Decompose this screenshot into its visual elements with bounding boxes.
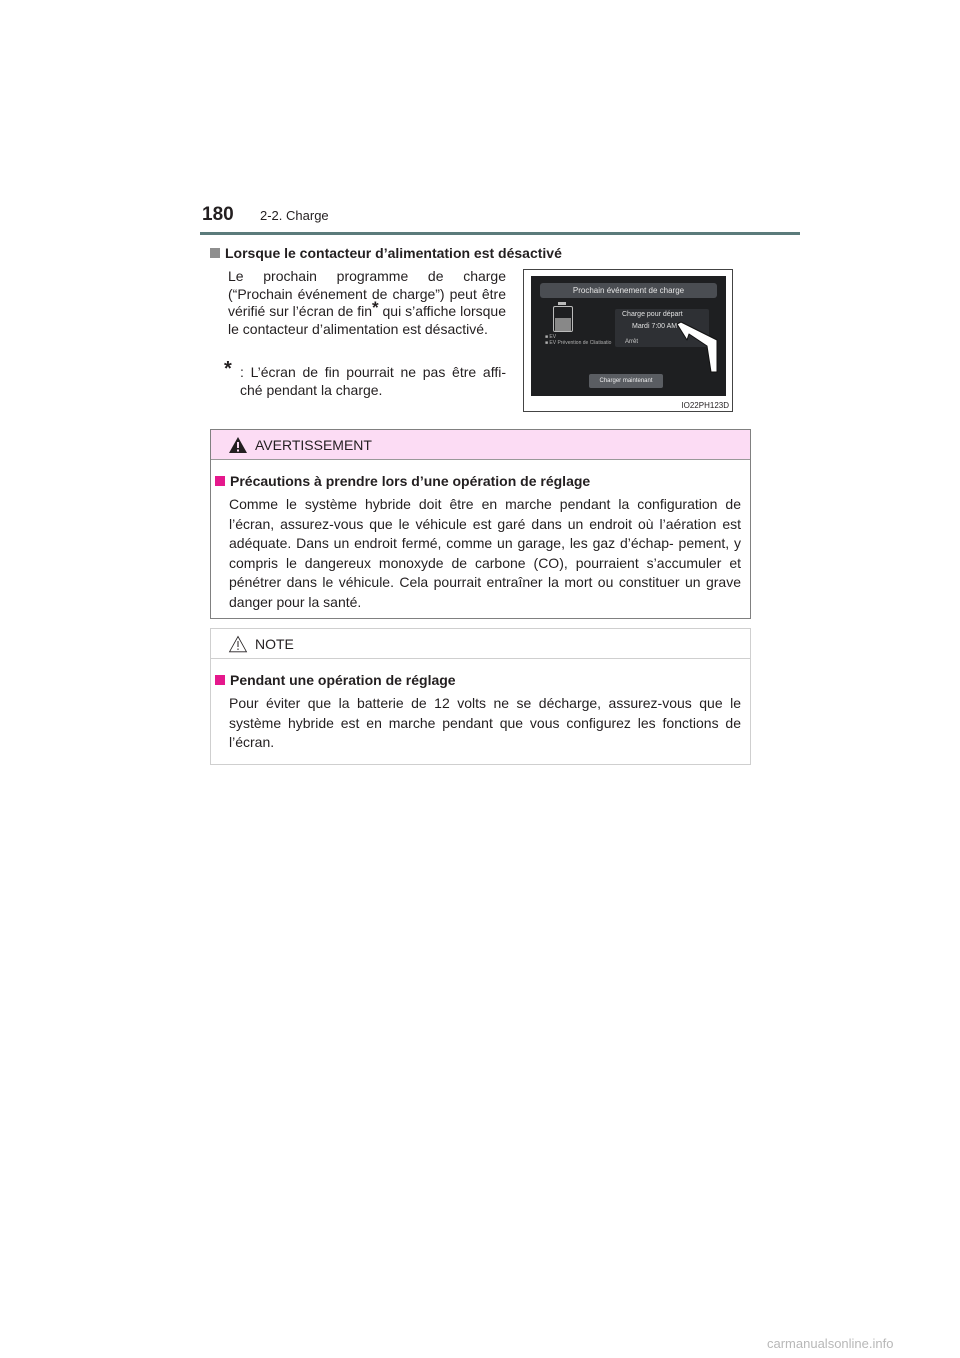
warning-subheading-text: Précautions à prendre lors d’une opération de réglage	[230, 473, 591, 489]
caution-triangle-icon	[228, 635, 248, 653]
warning-title: AVERTISSEMENT	[255, 437, 372, 453]
intro-text-1: Le prochain programme de charge (“Prochain événement de charge”) peut être vérifié sur l’écran de fin	[228, 268, 506, 319]
warning-header	[211, 430, 750, 460]
figure-code: IO22PH123D	[681, 401, 729, 410]
screen-day-time: Mardi 7:00 AM	[632, 323, 678, 330]
warning-subheading	[215, 473, 590, 489]
charge-now-button: Charger maintenant	[589, 374, 663, 388]
note-body: Pour éviter que la batterie de 12 volts ne se décharge, assurez-vous que le système hybride est en marche pendant que vous configurez les fonctions de l’écran.	[229, 695, 741, 750]
note-header	[211, 629, 750, 659]
footnote	[224, 358, 506, 399]
subheading-text: Lorsque le contacteur d’alimentation est désactivé	[225, 245, 562, 261]
intro-text-2: qui s’affiche lorsque le contacteur d’alimentation est désactivé.	[228, 303, 507, 337]
screen-status: Arrêt	[625, 339, 639, 345]
screen-title: Prochain événement de charge	[540, 283, 717, 298]
footnote-text: : L’écran de fin pourrait ne pas être affi- ché pendant la charge.	[240, 364, 506, 398]
intro-paragraph	[228, 268, 506, 338]
note-subheading	[215, 672, 456, 688]
note-box	[210, 628, 751, 765]
bullet-square-icon	[215, 675, 225, 685]
warning-triangle-icon	[228, 436, 248, 454]
callout-arrow-icon	[531, 276, 726, 396]
screen-legend-a: ■ EV	[545, 334, 557, 340]
screen-charge-label: Charge pour départ	[622, 311, 683, 318]
section-label: 2-2. Charge	[260, 208, 329, 223]
subheading	[210, 245, 562, 261]
header-rule	[200, 232, 800, 235]
intro-asterisk: *	[371, 298, 379, 317]
screen-figure	[523, 269, 733, 412]
bullet-square-icon	[210, 248, 220, 258]
note-subheading-text: Pendant une opération de réglage	[230, 672, 456, 688]
page-number: 180	[202, 204, 234, 225]
note-title: NOTE	[255, 636, 294, 652]
warning-body: Comme le système hybride doit être en marche pendant la configuration de l’écran, assurez-vous que le véhicule est garé dans un endroit où l’aération est adéquate. Dans un endroit fermé, comme un garage, les gaz d’échap- pement, y compris le dangereux monoxyde de carbone (CO), pourraient s’accumuler et pénétrer dans le véhicule. Cela pourrait entraîner la mort ou constituer un grave danger pour la santé.	[229, 496, 741, 610]
bullet-square-icon	[215, 476, 225, 486]
warning-box	[210, 429, 751, 619]
display-screen	[531, 276, 726, 396]
watermark: carmanualsonline.info	[767, 1336, 894, 1351]
footnote-asterisk: *	[224, 358, 232, 380]
screen-legend-b: ■ EV Prévention de Cliatisatio	[545, 340, 612, 346]
